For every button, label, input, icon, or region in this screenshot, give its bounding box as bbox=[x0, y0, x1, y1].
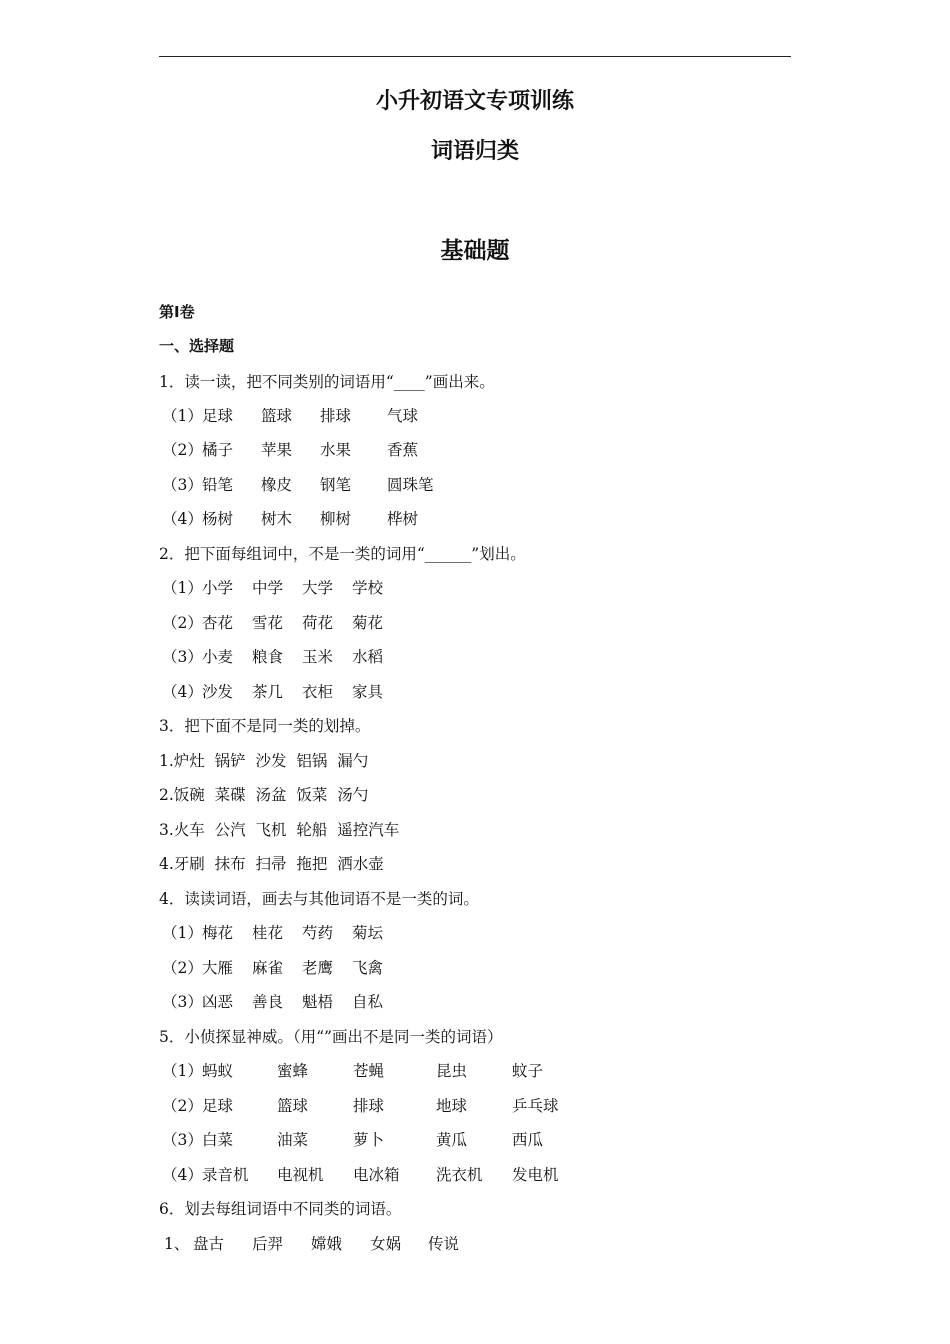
word: 菊花 bbox=[352, 614, 384, 632]
question-2-row bbox=[162, 680, 384, 702]
header-rule bbox=[159, 56, 791, 57]
word: 粮食 bbox=[252, 648, 284, 666]
word: 水稻 bbox=[352, 648, 384, 666]
word: 乒乓球 bbox=[512, 1097, 559, 1115]
question-4-row bbox=[162, 990, 384, 1012]
question-2-prefix: 2．把下面每组词中，不是一类的词用“ bbox=[159, 545, 425, 563]
word: 麻雀 bbox=[252, 959, 284, 977]
word: 后羿 bbox=[252, 1235, 284, 1253]
word: 雪花 bbox=[252, 614, 284, 632]
word: 水果 bbox=[320, 441, 352, 459]
question-1-row bbox=[162, 473, 434, 495]
word: 家具 bbox=[352, 683, 384, 701]
word: 杨树 bbox=[202, 510, 234, 528]
word: 萝卜 bbox=[353, 1131, 385, 1149]
word: 昆虫 bbox=[436, 1062, 468, 1080]
word: 大学 bbox=[302, 579, 334, 597]
question-5-row bbox=[162, 1094, 559, 1116]
question-6-stem: 6．划去每组词语中不同类的词语。 bbox=[159, 1200, 402, 1218]
row-label: 1、 bbox=[164, 1235, 190, 1253]
word: 杏花 bbox=[202, 614, 234, 632]
row-label: （3） bbox=[162, 993, 203, 1011]
row-label: （2） bbox=[162, 1097, 203, 1115]
word: 排球 bbox=[353, 1097, 385, 1115]
word: 魁梧 bbox=[302, 993, 334, 1011]
word: 衣柜 bbox=[302, 683, 334, 701]
question-5-stem: 5．小侦探显神威。（用“”画出不是同一类的词语） bbox=[159, 1028, 503, 1046]
word: 茶几 bbox=[252, 683, 284, 701]
word: 桂花 bbox=[252, 924, 284, 942]
word: 学校 bbox=[352, 579, 384, 597]
question-1-prefix: 1．读一读，把不同类别的词语用“ bbox=[159, 373, 394, 391]
word: 嫦娥 bbox=[311, 1235, 343, 1253]
page-subtitle: 词语归类 bbox=[430, 139, 519, 164]
row-label: （1） bbox=[162, 924, 203, 942]
row-label: （1） bbox=[162, 407, 203, 425]
word: 黄瓜 bbox=[436, 1131, 468, 1149]
question-2-row bbox=[162, 645, 384, 667]
row-label: （3） bbox=[162, 648, 203, 666]
word: 苹果 bbox=[261, 441, 293, 459]
word: 传说 bbox=[428, 1235, 460, 1253]
word: 沙发 bbox=[202, 683, 234, 701]
row-label: （1） bbox=[162, 1062, 203, 1080]
row-label: （4） bbox=[162, 1166, 203, 1184]
question-1-stem bbox=[159, 370, 495, 392]
word: 足球 bbox=[202, 1097, 234, 1115]
word: 苍蝇 bbox=[353, 1062, 385, 1080]
row-label: （3） bbox=[162, 476, 203, 494]
word: 玉米 bbox=[302, 648, 334, 666]
question-4-row bbox=[162, 921, 384, 943]
word: 盘古 bbox=[193, 1235, 225, 1253]
word: 气球 bbox=[387, 407, 419, 425]
word: 凶恶 bbox=[202, 993, 234, 1011]
word: 芍药 bbox=[302, 924, 334, 942]
question-3-stem: 3．把下面不是同一类的划掉。 bbox=[159, 717, 371, 735]
question-6-row bbox=[164, 1232, 460, 1254]
section-heading: 基础题 bbox=[440, 238, 510, 264]
question-1-row bbox=[162, 438, 419, 460]
question-3-row: 3.火车 公汽 飞机 轮船 遥控汽车 bbox=[159, 821, 400, 839]
word: 篮球 bbox=[261, 407, 293, 425]
word: 树木 bbox=[261, 510, 293, 528]
word: 香蕉 bbox=[387, 441, 419, 459]
word: 蚊子 bbox=[512, 1062, 544, 1080]
word: 西瓜 bbox=[512, 1131, 544, 1149]
word: 大雁 bbox=[202, 959, 234, 977]
word: 洗衣机 bbox=[436, 1166, 483, 1184]
question-2-row bbox=[162, 576, 384, 598]
word: 足球 bbox=[202, 407, 234, 425]
row-label: （4） bbox=[162, 683, 203, 701]
word: 桦树 bbox=[387, 510, 419, 528]
word: 蚂蚁 bbox=[202, 1062, 234, 1080]
question-4-stem: 4．读读词语，画去与其他词语不是一类的词。 bbox=[159, 890, 479, 908]
word: 小学 bbox=[202, 579, 234, 597]
question-2-row bbox=[162, 611, 384, 633]
word: 蜜蜂 bbox=[277, 1062, 309, 1080]
word: 电视机 bbox=[277, 1166, 324, 1184]
word: 中学 bbox=[252, 579, 284, 597]
page-title: 小升初语文专项训练 bbox=[375, 89, 574, 114]
question-3-row: 2.饭碗 菜碟 汤盆 饭菜 汤勺 bbox=[159, 786, 369, 804]
word: 白菜 bbox=[202, 1131, 234, 1149]
question-1-row bbox=[162, 507, 419, 529]
question-3-row: 4.牙刷 抹布 扫帚 拖把 洒水壶 bbox=[159, 855, 384, 873]
word: 小麦 bbox=[202, 648, 234, 666]
word: 橘子 bbox=[202, 441, 234, 459]
question-5-row bbox=[162, 1163, 559, 1185]
word: 圆珠笔 bbox=[387, 476, 434, 494]
word: 铅笔 bbox=[202, 476, 234, 494]
word: 女娲 bbox=[370, 1235, 402, 1253]
word: 菊坛 bbox=[352, 924, 384, 942]
question-2-suffix: ”划出。 bbox=[471, 545, 526, 563]
row-label: （4） bbox=[162, 510, 203, 528]
word: 老鹰 bbox=[302, 959, 334, 977]
question-2-blank: ______ bbox=[424, 545, 472, 563]
word: 录音机 bbox=[202, 1166, 249, 1184]
word: 荷花 bbox=[302, 614, 334, 632]
row-label: （3） bbox=[162, 1131, 203, 1149]
word: 自私 bbox=[352, 993, 384, 1011]
volume-label: 第Ⅰ卷 bbox=[159, 303, 195, 321]
word: 橡皮 bbox=[261, 476, 293, 494]
word: 梅花 bbox=[202, 924, 234, 942]
word: 油菜 bbox=[277, 1131, 309, 1149]
question-1-row bbox=[162, 404, 419, 426]
question-2-stem bbox=[159, 542, 526, 564]
word: 飞禽 bbox=[352, 959, 384, 977]
row-label: （2） bbox=[162, 441, 203, 459]
row-label: （2） bbox=[162, 614, 203, 632]
word: 善良 bbox=[252, 993, 284, 1011]
word: 篮球 bbox=[277, 1097, 309, 1115]
word: 钢笔 bbox=[320, 476, 352, 494]
word: 柳树 bbox=[320, 510, 352, 528]
question-5-row bbox=[162, 1059, 544, 1081]
row-label: （1） bbox=[162, 579, 203, 597]
word: 排球 bbox=[320, 407, 352, 425]
question-1-blank: ____ bbox=[393, 373, 425, 391]
question-5-row bbox=[162, 1128, 544, 1150]
word: 电冰箱 bbox=[353, 1166, 400, 1184]
question-4-row bbox=[162, 956, 384, 978]
word: 发电机 bbox=[512, 1166, 559, 1184]
question-1-suffix: ”画出来。 bbox=[424, 373, 495, 391]
question-3-row: 1.炉灶 锅铲 沙发 铝锅 漏勺 bbox=[159, 752, 369, 770]
word: 地球 bbox=[436, 1097, 468, 1115]
part-label: 一、选择题 bbox=[159, 337, 235, 355]
row-label: （2） bbox=[162, 959, 203, 977]
